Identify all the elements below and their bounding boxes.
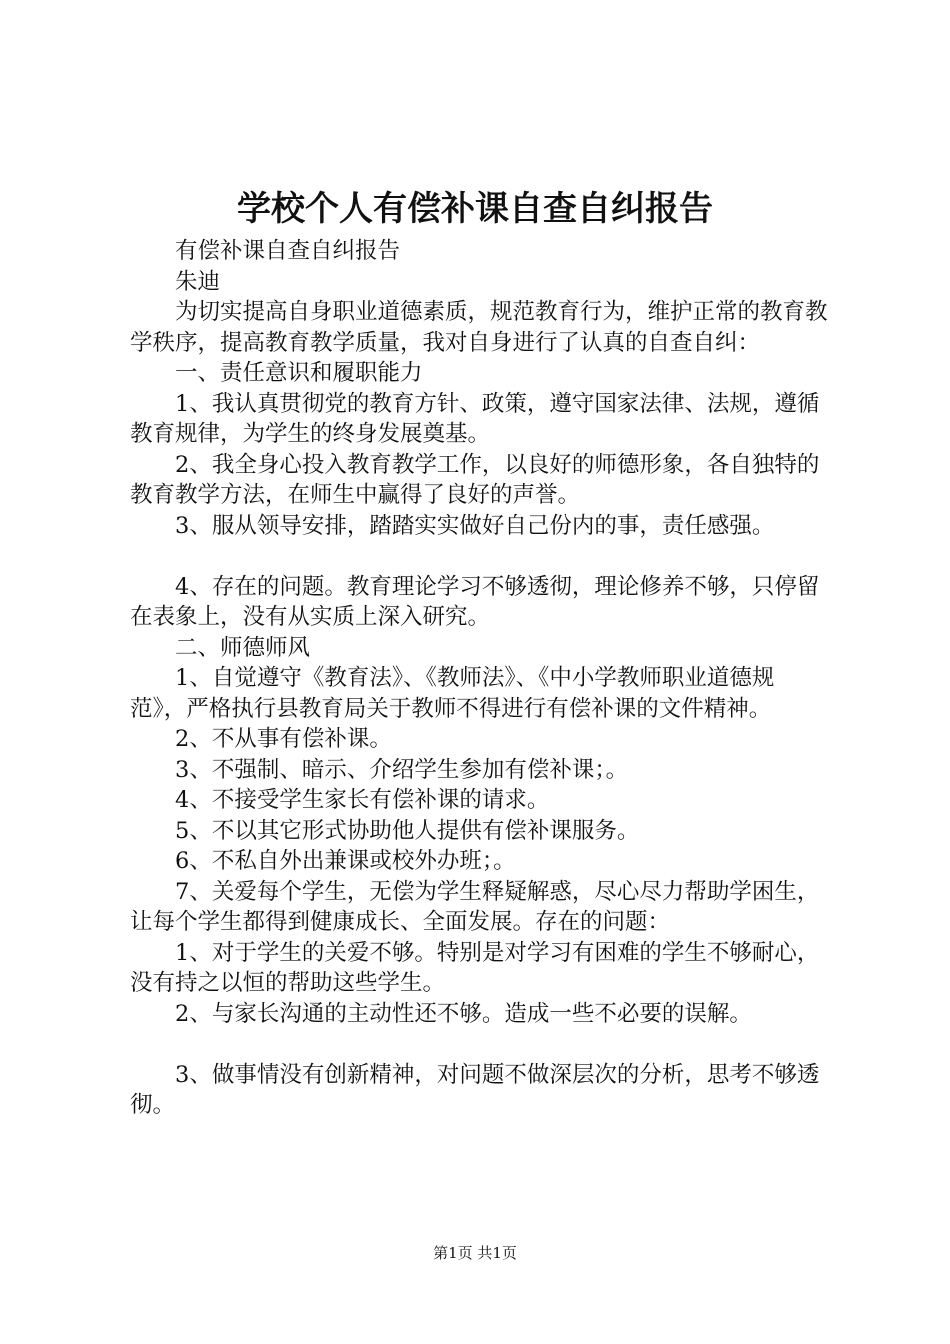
body-paragraph: 1、对于学生的关爱不够。特别是对学习有困难的学生不够耐心，没有持之以恒的帮助这些学生。 [130, 939, 820, 996]
body-paragraph: 2、与家长沟通的主动性还不够。造成一些不必要的误解。 [175, 1000, 752, 1027]
body-paragraph: 3、做事情没有创新精神，对问题不做深层次的分析，思考不够透彻。 [130, 1061, 820, 1118]
body-paragraph: 2、不从事有偿补课。 [175, 726, 392, 752]
body-paragraph: 3、服从领导安排，踏踏实实做好自己份内的事，责任感强。 [175, 512, 775, 539]
body-paragraph: 1、我认真贯彻党的教育方针、政策，遵守国家法律、法规，遵循教育规律，为学生的终身发展奠基。 [130, 390, 820, 447]
body-paragraph: 1、自觉遵守《教育法》、《教师法》、《中小学教师职业道德规范》，严格执行县教育局关于教师不得进行有偿补课的文件精神。 [130, 665, 775, 722]
body-paragraph: 6、不私自外出兼课或校外办班；。 [175, 848, 516, 874]
body-paragraph: 5、不以其它形式协助他人提供有偿补课服务。 [175, 817, 640, 844]
page-footer: 第1页 共1页 [433, 1244, 517, 1262]
body-paragraph: 4、存在的问题。教育理论学习不够透彻，理论修养不够，只停留在表象上，没有从实质上深入研究。 [130, 573, 820, 630]
body-paragraph: 一、责任意识和履职能力 [175, 360, 423, 386]
body-paragraph: 有偿补课自查自纠报告 [175, 238, 401, 264]
body-paragraph: 为切实提高自身职业道德素质，规范教育行为，维护正常的教育教学秩序，提高教育教学质量，我对自身进行了认真的自查自纠： [130, 299, 828, 356]
body-paragraph: 2、我全身心投入教育教学工作，以良好的师德形象，各自独特的教育教学方法，在师生中赢得了良好的声誉。 [130, 451, 820, 508]
body-paragraph: 二、师德师风 [175, 634, 311, 661]
body-paragraph: 3、不强制、暗示、介绍学生参加有偿补课；。 [175, 756, 629, 783]
body-paragraph: 朱迪 [175, 268, 221, 295]
body-paragraph: 7、关爱每个学生，无偿为学生释疑解惑，尽心尽力帮助学困生，让每个学生都得到健康成长、全面发展。存在的问题： [130, 878, 820, 935]
document-body [130, 236, 830, 1121]
document-title: 学校个人有偿补课自查自纠报告 [237, 189, 713, 229]
body-paragraph: 4、不接受学生家长有偿补课的请求。 [175, 787, 550, 813]
